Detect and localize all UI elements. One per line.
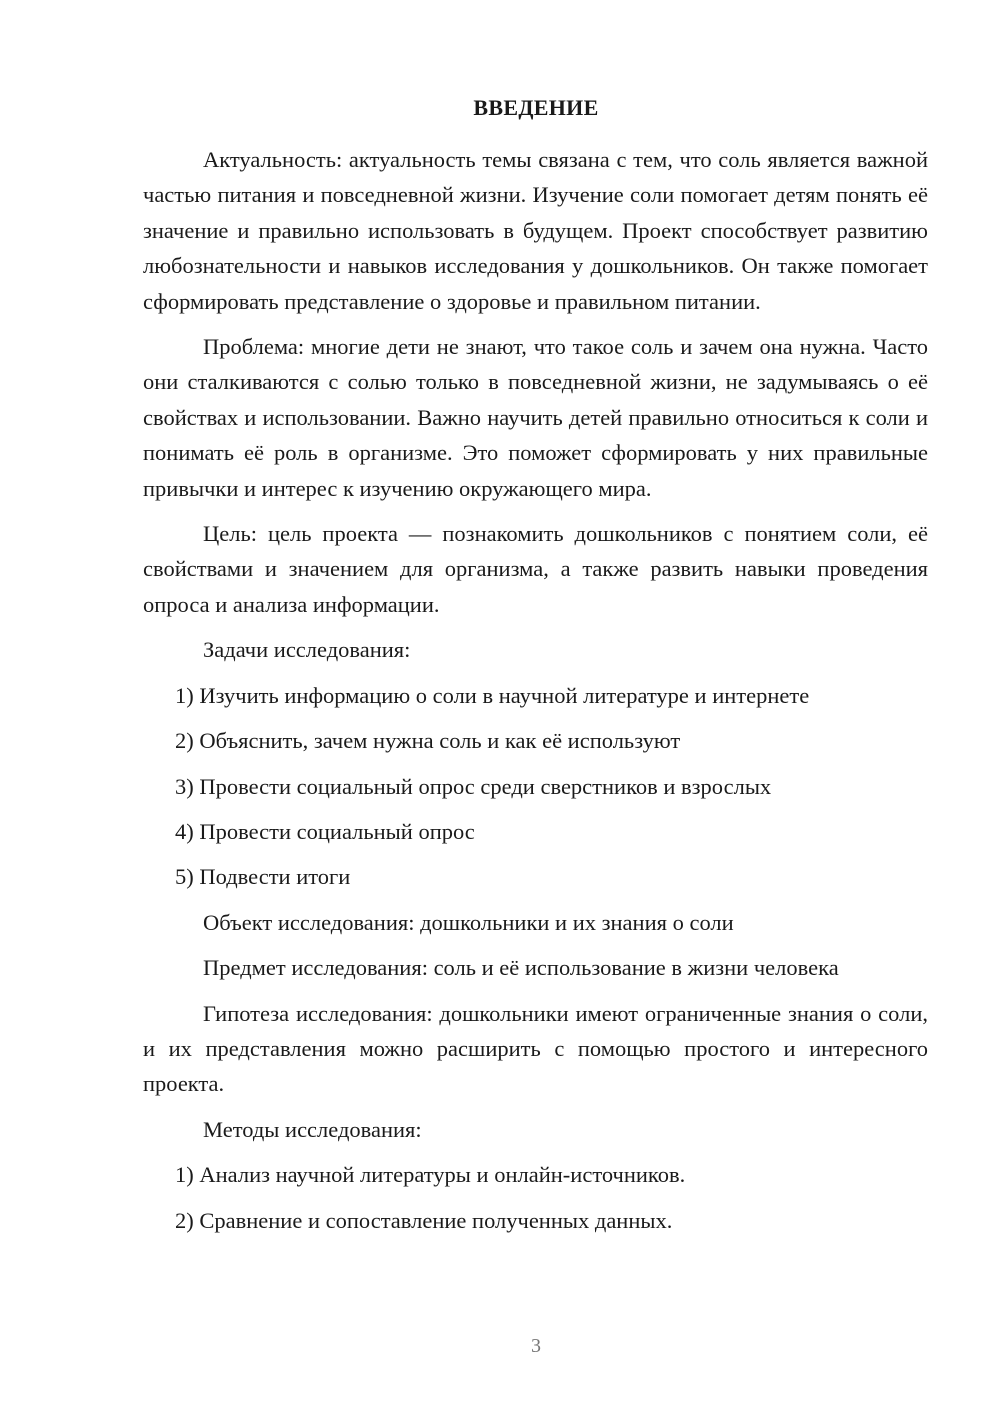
- methods-heading: Методы исследования:: [203, 1116, 422, 1142]
- research-hypothesis: Гипотеза исследования: дошкольники имеют ограниченные знания о соли, и их представления можно расширить с помощью простого и интересного проекта.: [143, 1000, 928, 1097]
- research-subject: Предмет исследования: соль и её использование в жизни человека: [203, 955, 839, 981]
- page-number: 3: [531, 1335, 541, 1357]
- body-text: [143, 142, 928, 1238]
- task-item-4: 4) Провести социальный опрос: [175, 818, 475, 844]
- task-item-3: 3) Провести социальный опрос среди сверстников и взрослых: [175, 773, 772, 799]
- paragraph-goal: Цель: цель проекта — познакомить дошкольников с понятием соли, её свойствами и значением для организма, а также развить навыки проведения опроса и анализа информации.: [143, 521, 928, 617]
- task-item-5: 5) Подвести итоги: [175, 864, 351, 890]
- research-object: Объект исследования: дошкольники и их знания о соли: [203, 909, 734, 935]
- tasks-heading: Задачи исследования:: [203, 637, 411, 663]
- section-title: ВВЕДЕНИЕ: [473, 95, 599, 120]
- paragraph-relevance: Актуальность: актуальность темы связана с тем, что соль является важной частью питания и повседневной жизни. Изучение соли помогает детям понять её значение и правильно использовать в будущем. Проект способствует развитию любознательности и навыков исследования у дошкольников. Он также помогает сформировать представление о здоровье и правильном питании.: [143, 147, 928, 314]
- task-item-2: 2) Объяснить, зачем нужна соль и как её используют: [175, 728, 681, 754]
- method-item-1: 1) Анализ научной литературы и онлайн-источников.: [175, 1162, 686, 1188]
- method-item-2: 2) Сравнение и сопоставление полученных данных.: [175, 1207, 673, 1233]
- task-item-1: 1) Изучить информацию о соли в научной литературе и интернете: [175, 682, 810, 708]
- paragraph-problem: Проблема: многие дети не знают, что такое соль и зачем она нужна. Часто они сталкиваются с солью только в повседневной жизни, не задумываясь о её свойствах и использовании. Важно научить детей правильно относиться к соли и понимать её роль в организме. Это поможет сформировать у них правильные привычки и интерес к изучению окружающего мира.: [143, 334, 928, 501]
